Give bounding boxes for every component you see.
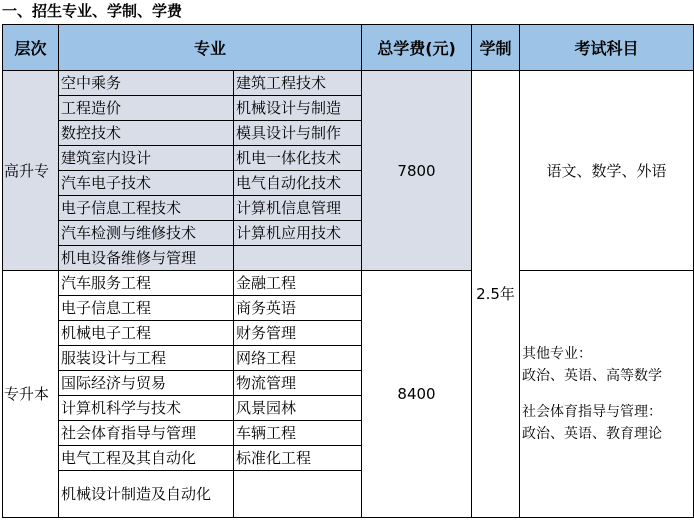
subjects-line: 政治、英语、高等数学 <box>522 368 663 384</box>
major-cell: 电子信息工程 <box>59 296 234 321</box>
major-cell: 社会体育指导与管理 <box>59 421 234 446</box>
subjects-zhuanshengben <box>520 271 694 518</box>
major-cell: 空中乘务 <box>59 71 234 96</box>
header-subjects: 考试科目 <box>520 25 694 71</box>
major-cell: 建筑室内设计 <box>59 146 234 171</box>
major-cell: 电子信息工程技术 <box>59 196 234 221</box>
major-cell: 电气自动化技术 <box>234 171 362 196</box>
header-duration: 学制 <box>472 25 520 71</box>
major-cell: 电气工程及其自动化 <box>59 446 234 471</box>
table-row <box>3 71 694 96</box>
major-cell <box>234 246 362 271</box>
subjects-line: 社会体育指导与管理： <box>522 404 663 420</box>
header-level: 层次 <box>3 25 59 71</box>
subjects-gaoshengzhuan: 语文、数学、外语 <box>520 71 694 271</box>
major-cell: 商务英语 <box>234 296 362 321</box>
major-cell <box>234 471 362 518</box>
major-cell: 机械设计与制造 <box>234 96 362 121</box>
major-cell: 机电一体化技术 <box>234 146 362 171</box>
major-cell: 风景园林 <box>234 396 362 421</box>
major-cell: 建筑工程技术 <box>234 71 362 96</box>
fee-gaoshengzhuan: 7800 <box>362 71 472 271</box>
table-row <box>3 271 694 296</box>
major-cell: 数控技术 <box>59 121 234 146</box>
major-cell: 金融工程 <box>234 271 362 296</box>
major-cell: 计算机信息管理 <box>234 196 362 221</box>
major-cell: 汽车检测与维修技术 <box>59 221 234 246</box>
header-fee: 总学费(元) <box>362 25 472 71</box>
major-cell: 标准化工程 <box>234 446 362 471</box>
major-cell: 国际经济与贸易 <box>59 371 234 396</box>
header-major: 专业 <box>59 25 362 71</box>
header-row <box>3 25 694 71</box>
fee-zhuanshengben: 8400 <box>362 271 472 518</box>
major-cell: 服装设计与工程 <box>59 346 234 371</box>
major-cell: 计算机应用技术 <box>234 221 362 246</box>
major-cell: 汽车电子技术 <box>59 171 234 196</box>
major-cell: 车辆工程 <box>234 421 362 446</box>
major-cell: 机械电子工程 <box>59 321 234 346</box>
major-cell: 机电设备维修与管理 <box>59 246 234 271</box>
major-cell: 网络工程 <box>234 346 362 371</box>
major-cell: 汽车服务工程 <box>59 271 234 296</box>
level-zhuanshengben: 专升本 <box>3 271 59 518</box>
enrollment-table <box>2 24 694 518</box>
major-cell: 工程造价 <box>59 96 234 121</box>
subjects-line: 其他专业： <box>522 346 593 362</box>
major-cell: 计算机科学与技术 <box>59 396 234 421</box>
major-cell: 物流管理 <box>234 371 362 396</box>
section-title: 一、招生专业、学制、学费 <box>2 2 183 20</box>
subjects-line: 政治、英语、教育理论 <box>522 426 663 442</box>
major-cell: 机械设计制造及自动化 <box>59 471 234 518</box>
major-cell: 模具设计与制作 <box>234 121 362 146</box>
duration-cell: 2.5年 <box>472 71 520 518</box>
major-cell: 财务管理 <box>234 321 362 346</box>
level-gaoshengzhuan: 高升专 <box>3 71 59 271</box>
